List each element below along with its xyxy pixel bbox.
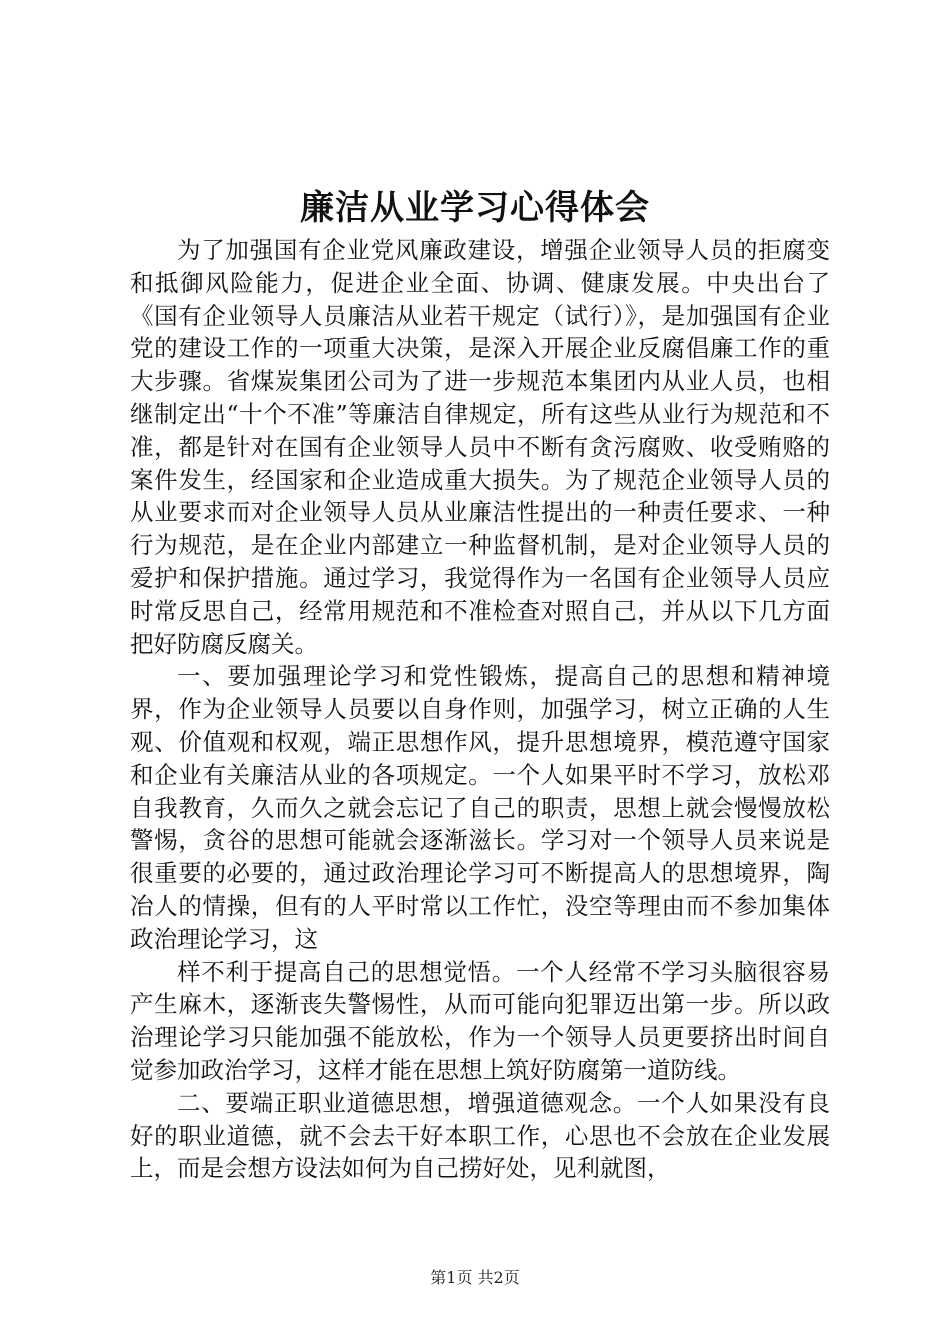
paragraph-intro: 为了加强国有企业党风廉政建设，增强企业领导人员的拒腐变和抵御风险能力，促进企业全面、协调、健康发展。中央出台了《国有企业领导人员廉洁从业若干规定（试行）》，是加强国有企业党的建设工作的一项重大决策，是深入开展企业反腐倡廉工作的重大步骤。省煤炭集团公司为了进一步规范本集团内从业人员，也相继制定出“十个不准”等廉洁自律规定，所有这些从业行为规范和不准，都是针对在国有企业领导人员中不断有贪污腐败、收受贿赂的案件发生，经国家和企业造成重大损失。为了规范企业领导人员的从业要求而对企业领导人员从业廉洁性提出的一种责任要求、一种行为规范，是在企业内部建立一种监督机制，是对企业领导人员的爱护和保护措施。通过学习，我觉得作为一名国有企业领导人员应时常反思自己，经常用规范和不准检查对照自己，并从以下几方面把好防腐反腐关。 (130, 236, 830, 658)
paragraph-point-one-continued: 样不利于提高自己的思想觉悟。一个人经常不学习头脑很容易产生麻木，逐渐丧失警惕性，从而可能向犯罪迈出第一步。所以政治理论学习只能加强不能放松，作为一个领导人员更要挤出时间自觉参加政治学习，这样才能在思想上筑好防腐第一道防线。 (130, 957, 830, 1084)
paragraph-point-one: 一、要加强理论学习和党性锻炼，提高自己的思想和精神境界，作为企业领导人员要以自身作则，加强学习，树立正确的人生观、价值观和权观，端正思想作风，提升思想境界，模范遵守国家和企业有关廉洁从业的各项规定。一个人如果平时不学习，放松邓自我教育，久而久之就会忘记了自己的职责，思想上就会慢慢放松警惕，贪谷的思想可能就会逐渐滋长。学习对一个领导人员来说是很重要的必要的，通过政治理论学习可不断提高人的思想境界，陶冶人的情操，但有的人平时常以工作忙，没空等理由而不参加集体政治理论学习，这 (130, 662, 830, 953)
paragraph-point-two: 二、要端正职业道德思想，增强道德观念。一个人如果没有良好的职业道德，就不会去干好本职工作，心思也不会放在企业发展上，而是会想方设法如何为自己捞好处，见利就图， (130, 1088, 830, 1183)
document-body (130, 234, 830, 1185)
page-footer: 第1页 共2页 (430, 1268, 520, 1287)
document-title: 廉洁从业学习心得体会 (300, 188, 650, 228)
